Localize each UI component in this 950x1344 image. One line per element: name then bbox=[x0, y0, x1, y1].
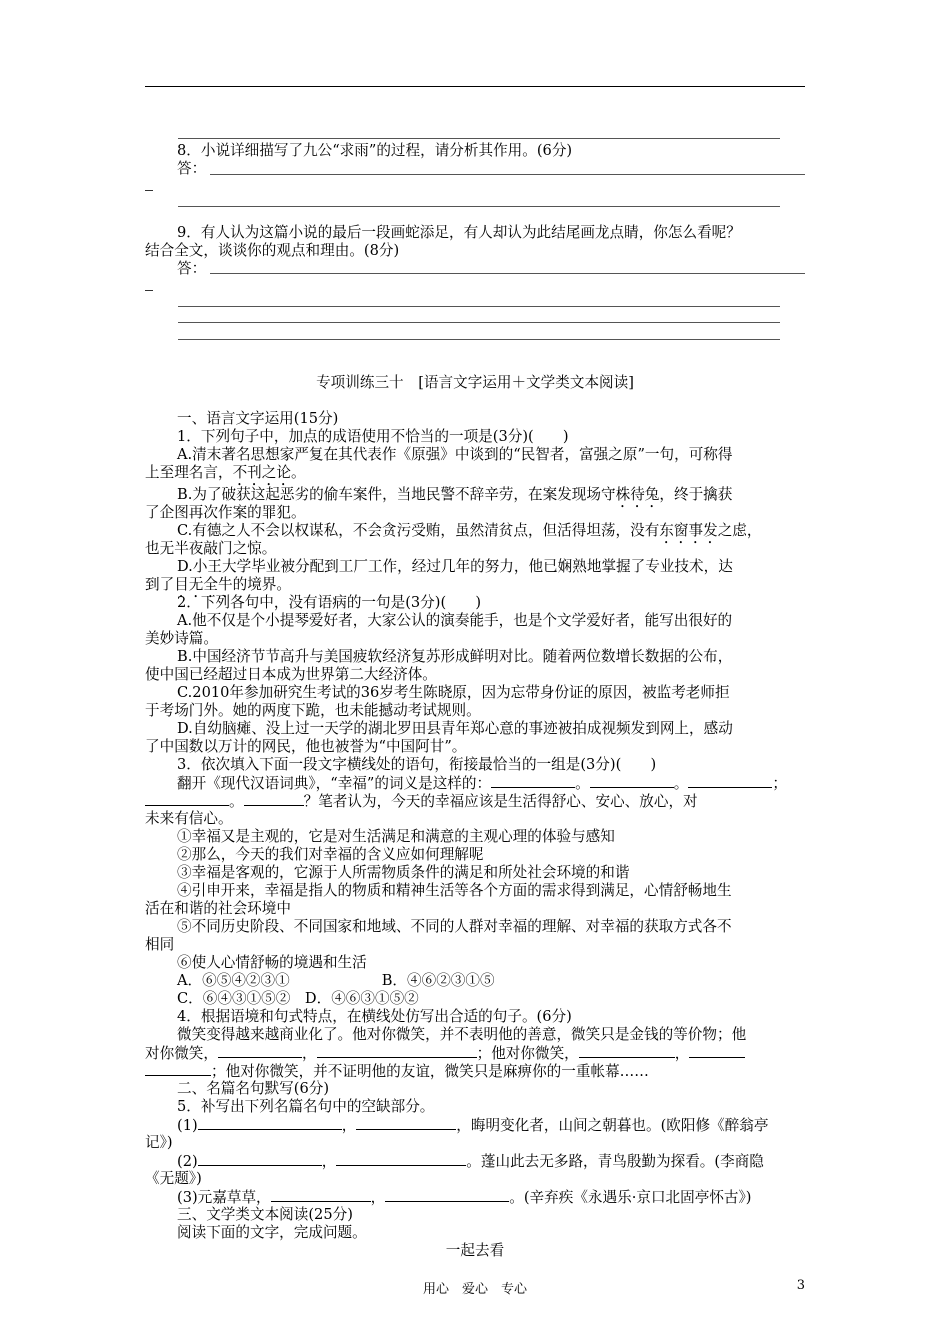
blank[interactable] bbox=[198, 1152, 322, 1166]
q3-item-2: ②那么，今天的我们对幸福的含义应如何理解呢 bbox=[177, 846, 484, 863]
blank[interactable] bbox=[218, 1044, 302, 1058]
line-dash bbox=[145, 290, 153, 291]
answer-line[interactable] bbox=[178, 339, 780, 340]
blank[interactable] bbox=[688, 774, 772, 788]
q3-item-5-cont: 相同 bbox=[145, 936, 175, 953]
q3-passage-line1: 翻开《现代汉语词典》，“幸福”的词义是这样的： 。 。 ； bbox=[177, 775, 787, 792]
answer-line[interactable] bbox=[210, 273, 805, 274]
q3-passage-line2: 。 ？笔者认为，今天的幸福应该是生活得舒心、安心、放心，对 bbox=[145, 792, 805, 811]
blank[interactable] bbox=[385, 1188, 509, 1202]
q3-item-4: ④引申开来，幸福是指人的物质和精神生活等各个方面的需求得到满足，心情舒畅地生 bbox=[177, 882, 732, 899]
q2-option-a: A.他不仅是个小提琴爱好者，大家公认的演奏能手，也是个文学爱好者，能写出很好的 bbox=[177, 612, 733, 629]
answer-line[interactable] bbox=[210, 174, 805, 175]
q3-passage-line3: 未来有信心。 bbox=[145, 810, 233, 827]
blank[interactable] bbox=[271, 1188, 371, 1202]
answer-line[interactable] bbox=[178, 322, 780, 323]
blank[interactable] bbox=[336, 1152, 466, 1166]
q5-item-1-cont: 记》) bbox=[145, 1134, 173, 1151]
q5-item-1: (1) ， ，晦明变化者，山间之朝暮也。(欧阳修《醉翁亭 bbox=[177, 1117, 769, 1134]
section-heading-2: 二、名篇名句默写(6分) bbox=[177, 1080, 330, 1097]
blank[interactable] bbox=[590, 774, 674, 788]
q1-option-d: D.小王大学毕业被分配到工厂工作，经过几年的努力，他已娴熟地掌握了专业技术，达 bbox=[177, 558, 733, 575]
blank[interactable] bbox=[356, 1116, 456, 1130]
story-title: 一起去看 bbox=[445, 1242, 505, 1259]
section-heading-1: 一、语言文字运用(15分) bbox=[177, 410, 339, 427]
q4-passage-line2: 对你微笑， ， ；他对你微笑， ， bbox=[145, 1044, 805, 1063]
question-9-line2: 结合全文，谈谈你的观点和理由。(8分) bbox=[145, 242, 400, 259]
q4-passage-line3: ；他对你微笑，并不证明他的友谊，微笑只是麻痹你的一重帐幕…… bbox=[145, 1062, 805, 1081]
answer-label: 答： bbox=[177, 260, 207, 277]
section-title: 专项训练三十 [语言文字运用＋文学类文本阅读] bbox=[316, 374, 634, 391]
blank[interactable] bbox=[317, 1044, 477, 1058]
q2-option-b: B.中国经济节节高升与美国疲软经济复苏形成鲜明对比。随着两位数增长数据的公布， bbox=[177, 648, 733, 665]
q2-option-b-cont: 使中国已经超过日本成为世界第二大经济体。 bbox=[145, 666, 437, 683]
q2-stem: 2．下列各句中，没有语病的一句是(3分)( ) bbox=[177, 594, 482, 611]
q1-stem: 1．下列句子中，加点的成语使用不恰当的一项是(3分)( ) bbox=[177, 428, 569, 445]
blank[interactable] bbox=[579, 1044, 675, 1058]
blank[interactable] bbox=[145, 792, 229, 806]
reading-intro: 阅读下面的文字，完成问题。 bbox=[177, 1224, 367, 1241]
q5-item-2-cont: 《无题》) bbox=[145, 1170, 202, 1187]
header-rule bbox=[145, 86, 805, 87]
q3-option-a[interactable]: A．⑥⑤④②③① bbox=[177, 972, 290, 989]
q1-option-b-cont: 了企图再次作案的罪犯。 bbox=[145, 504, 306, 521]
footer-motto: 用心 爱心 专心 bbox=[422, 1282, 527, 1297]
blank[interactable] bbox=[491, 774, 575, 788]
q2-option-a-cont: 美妙诗篇。 bbox=[145, 630, 218, 647]
question-8: 8．小说详细描写了九公“求雨”的过程，请分析其作用。(6分) bbox=[177, 142, 573, 159]
answer-line[interactable] bbox=[178, 306, 780, 307]
q2-option-c: C.2010年参加研究生考试的36岁考生陈晓原，因为忘带身份证的原因，被监考老师拒 bbox=[177, 684, 730, 701]
q3-item-6: ⑥使人心情舒畅的境遇和生活 bbox=[177, 954, 367, 971]
q1-option-c: C.有德之人不会以权谋私，不会贪污受贿，虽然清贫点，但活得坦荡，没有东窗事发之虑， bbox=[177, 522, 762, 539]
q1-option-c-cont: 也无半夜敲门之惊。 bbox=[145, 540, 277, 557]
q3-options-ab bbox=[145, 972, 837, 990]
q3-item-3: ③幸福是客观的，它源于人所需物质条件的满足和所处社会环境的和谐 bbox=[177, 864, 630, 881]
answer-line bbox=[178, 138, 780, 139]
blank[interactable] bbox=[198, 1116, 342, 1130]
q5-item-3: (3)元嘉草草， ， 。(辛弃疾《永遇乐·京口北固亭怀古》) bbox=[177, 1189, 752, 1206]
q2-option-d-cont: 了中国数以万计的网民，他也被誉为“中国阿甘”。 bbox=[145, 738, 467, 755]
q3-item-1: ①幸福又是主观的，它是对生活满足和满意的主观心理的体验与感知 bbox=[177, 828, 615, 845]
q2-option-d: D.自幼脑瘫、没上过一天学的湖北罗田县青年郑心意的事迹被拍成视频发到网上，感动 bbox=[177, 720, 733, 737]
q1-option-a: A.清末著名思想家严复在其代表作《原强》中谈到的“民智者，富强之原”一句，可称得 bbox=[177, 446, 733, 463]
answer-line[interactable] bbox=[178, 206, 780, 207]
q1-option-a-cont: 上至理名言，不刊之论。 bbox=[145, 464, 306, 481]
q2-option-c-cont: 于考场门外。她的两度下跪，也未能撼动考试规则。 bbox=[145, 702, 481, 719]
q1-option-b: B.为了破获这起恶劣的偷车案件，当地民警不辞辛劳，在案发现场守株待兔，终于擒获 bbox=[177, 486, 733, 503]
q5-stem: 5．补写出下列名篇名句中的空缺部分。 bbox=[177, 1098, 435, 1115]
section-heading-3: 三、文学类文本阅读(25分) bbox=[177, 1206, 353, 1223]
q1-option-d-cont: 到了目无全牛的境界。 bbox=[145, 576, 291, 593]
q3-option-b[interactable]: B．④⑥②③①⑤ bbox=[381, 972, 495, 989]
blank[interactable] bbox=[145, 1062, 211, 1076]
q3-options-cd[interactable]: C．⑥④③①⑤② D．④⑥③①⑤② bbox=[177, 990, 419, 1007]
q3-stem: 3．依次填入下面一段文字横线处的语句，衔接最恰当的一组是(3分)( ) bbox=[177, 756, 657, 773]
q3-item-4-cont: 活在和谐的社会环境中 bbox=[145, 900, 291, 917]
page-number: 3 bbox=[796, 1278, 805, 1293]
q3-item-5: ⑤不同历史阶段、不同国家和地域、不同的人群对幸福的理解、对幸福的获取方式各不 bbox=[177, 918, 732, 935]
question-9-line1: 9．有人认为这篇小说的最后一段画蛇添足，有人却认为此结尾画龙点睛，你怎么看呢？ bbox=[177, 224, 741, 241]
q4-passage-line1: 微笑变得越来越商业化了。他对你微笑，并不表明他的善意，微笑只是金钱的等价物；他 bbox=[177, 1026, 747, 1043]
q5-item-2: (2) ， 。蓬山此去无多路，青鸟殷勤为探看。(李商隐 bbox=[177, 1153, 764, 1170]
q4-stem: 4．根据语境和句式特点，在横线处仿写出合适的句子。(6分) bbox=[177, 1008, 572, 1025]
blank[interactable] bbox=[244, 792, 304, 806]
line-dash bbox=[145, 190, 153, 191]
blank[interactable] bbox=[689, 1044, 745, 1058]
answer-label: 答： bbox=[177, 160, 207, 177]
